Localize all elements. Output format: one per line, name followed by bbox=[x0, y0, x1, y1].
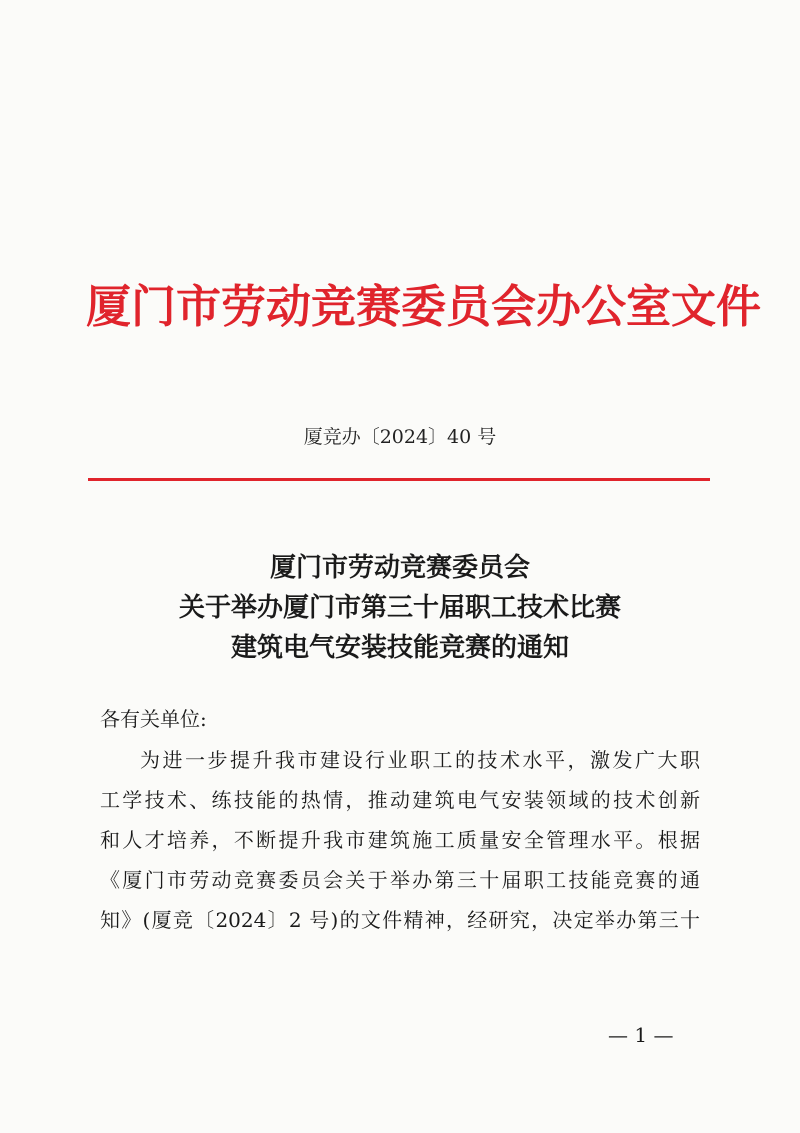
header-title: 厦门市劳动竞赛委员会办公室文件 bbox=[86, 280, 762, 333]
notice-title-line: 建筑电气安装技能竞赛的通知 bbox=[230, 633, 569, 663]
page-number: — 1 — bbox=[608, 1023, 674, 1047]
notice-title-line: 厦门市劳动竞赛委员会 bbox=[269, 553, 530, 583]
body-line: 工学技术、练技能的热情，推动建筑电气安装领域的技术创新 bbox=[100, 788, 700, 812]
body-line: 和人才培养，不断提升我市建筑施工质量安全管理水平。根据 bbox=[100, 828, 700, 852]
notice-title bbox=[86, 548, 714, 668]
header-red-divider bbox=[88, 478, 710, 481]
salutation: 各有关单位: bbox=[100, 707, 207, 731]
body-paragraph bbox=[100, 740, 700, 940]
body-line: 《厦门市劳动竞赛委员会关于举办第三十届职工技能竞赛的通 bbox=[100, 868, 700, 892]
notice-title-line: 关于举办厦门市第三十届职工技术比赛 bbox=[178, 593, 621, 623]
document-number: 厦竞办〔2024〕40 号 bbox=[303, 426, 497, 448]
body-line: 知》(厦竞〔2024〕2 号)的文件精神，经研究，决定举办第三十 bbox=[100, 908, 700, 932]
body-line: 为进一步提升我市建设行业职工的技术水平，激发广大职 bbox=[140, 748, 700, 772]
